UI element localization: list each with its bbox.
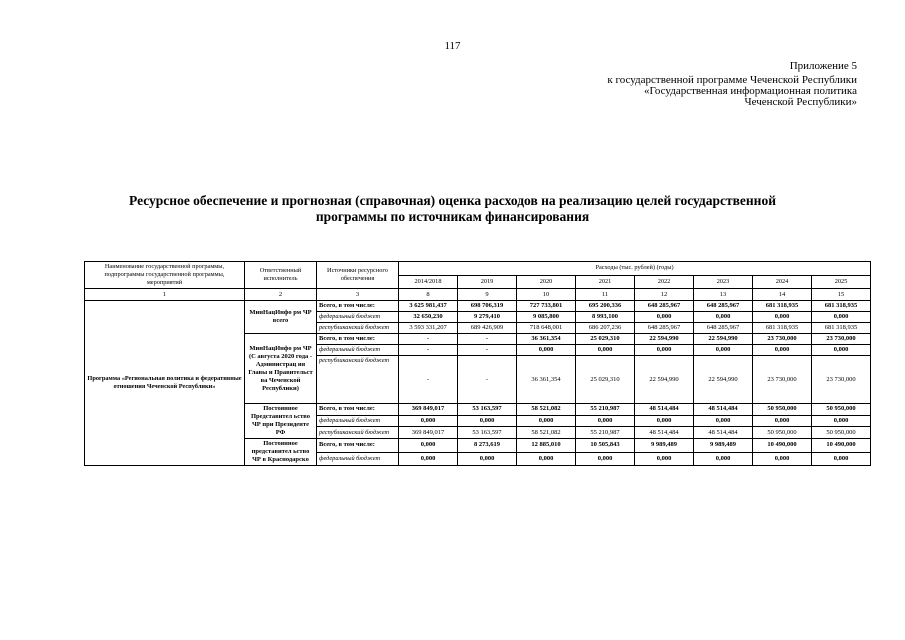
executor-name: Постоянное представител ьство ЧР в Краснодарско bbox=[245, 439, 317, 466]
header-sources: Источники ресурсного обеспечения bbox=[317, 262, 399, 289]
value-cell: 55 210,987 bbox=[576, 427, 635, 439]
value-cell: 23 730,000 bbox=[753, 334, 812, 345]
column-number: 14 bbox=[753, 289, 812, 301]
value-cell: 58 521,082 bbox=[517, 427, 576, 439]
header-year: 2019 bbox=[458, 275, 517, 289]
value-cell: 0,000 bbox=[576, 415, 635, 427]
value-cell: 12 885,010 bbox=[517, 439, 576, 453]
source-label: республиканский бюджет bbox=[317, 356, 399, 404]
value-cell: 0,000 bbox=[753, 415, 812, 427]
value-cell: 23 730,000 bbox=[812, 356, 871, 404]
value-cell: 648 285,967 bbox=[635, 323, 694, 334]
value-cell: 369 849,017 bbox=[399, 427, 458, 439]
value-cell: 50 950,000 bbox=[812, 427, 871, 439]
value-cell: 48 514,484 bbox=[635, 404, 694, 416]
value-cell: 36 361,354 bbox=[517, 356, 576, 404]
value-cell: 8 273,619 bbox=[458, 439, 517, 453]
value-cell: 686 207,236 bbox=[576, 323, 635, 334]
source-label: Всего, в том числе: bbox=[317, 439, 399, 453]
value-cell: 50 950,000 bbox=[812, 404, 871, 416]
value-cell: - bbox=[399, 334, 458, 345]
header-year: 2023 bbox=[694, 275, 753, 289]
value-cell: 8 993,100 bbox=[576, 312, 635, 323]
value-cell: 727 733,801 bbox=[517, 301, 576, 312]
value-cell: 9 085,800 bbox=[517, 312, 576, 323]
source-label: Всего, в том числе: bbox=[317, 334, 399, 345]
value-cell: 681 318,935 bbox=[812, 301, 871, 312]
value-cell: 648 285,967 bbox=[635, 301, 694, 312]
value-cell: 0,000 bbox=[635, 452, 694, 466]
value-cell: 50 950,000 bbox=[753, 427, 812, 439]
column-number: 8 bbox=[399, 289, 458, 301]
value-cell: 648 285,967 bbox=[694, 323, 753, 334]
value-cell: 36 361,354 bbox=[517, 334, 576, 345]
value-cell: 0,000 bbox=[458, 415, 517, 427]
appendix-block bbox=[607, 61, 857, 108]
value-cell: 0,000 bbox=[753, 452, 812, 466]
document-title: Ресурсное обеспечение и прогнозная (справочная) оценка расходов на реализацию целей государственной программы по источникам финансирования bbox=[129, 193, 776, 224]
value-cell: 0,000 bbox=[399, 452, 458, 466]
value-cell: 3 593 331,207 bbox=[399, 323, 458, 334]
column-number: 15 bbox=[812, 289, 871, 301]
executor-name: Постоянное Представител ьство ЧР при Президенте РФ bbox=[245, 404, 317, 439]
value-cell: 53 163,597 bbox=[458, 404, 517, 416]
header-expenses: Расходы (тыс. рублей) (годы) bbox=[399, 262, 871, 276]
value-cell: 0,000 bbox=[635, 415, 694, 427]
column-number: 1 bbox=[85, 289, 245, 301]
value-cell: 53 163,597 bbox=[458, 427, 517, 439]
value-cell: 689 426,909 bbox=[458, 323, 517, 334]
header-year: 2020 bbox=[517, 275, 576, 289]
value-cell: 698 706,319 bbox=[458, 301, 517, 312]
value-cell: 0,000 bbox=[399, 439, 458, 453]
value-cell: 3 625 981,437 bbox=[399, 301, 458, 312]
header-executor: Ответственный исполнитель bbox=[245, 262, 317, 289]
header-year: 2022 bbox=[635, 275, 694, 289]
value-cell: 25 029,310 bbox=[576, 356, 635, 404]
value-cell: 0,000 bbox=[812, 452, 871, 466]
header-year: 2024 bbox=[753, 275, 812, 289]
value-cell: 0,000 bbox=[694, 312, 753, 323]
source-label: Всего, в том числе: bbox=[317, 404, 399, 416]
value-cell: 0,000 bbox=[812, 415, 871, 427]
value-cell: 9 279,410 bbox=[458, 312, 517, 323]
value-cell: 22 594,990 bbox=[635, 334, 694, 345]
value-cell: 32 650,230 bbox=[399, 312, 458, 323]
value-cell: 0,000 bbox=[576, 345, 635, 356]
column-number: 3 bbox=[317, 289, 399, 301]
value-cell: 48 514,484 bbox=[694, 427, 753, 439]
value-cell: 22 594,990 bbox=[694, 356, 753, 404]
value-cell: 0,000 bbox=[694, 415, 753, 427]
value-cell: 0,000 bbox=[517, 345, 576, 356]
value-cell: 22 594,990 bbox=[635, 356, 694, 404]
header-program-name: Наименование государственной программы, подпрограммы государственной программы, мероприятий bbox=[85, 262, 245, 289]
executor-name: МинНацИнфо рм ЧР (С августа 2020 года - Администрац ия Главы и Правительст ва Чеченской Республики) bbox=[245, 334, 317, 404]
value-cell: 695 200,336 bbox=[576, 301, 635, 312]
source-label: федеральный бюджет bbox=[317, 415, 399, 427]
page-number: 117 bbox=[444, 40, 461, 52]
value-cell: 681 318,935 bbox=[753, 301, 812, 312]
value-cell: 23 730,000 bbox=[753, 356, 812, 404]
value-cell: 0,000 bbox=[517, 452, 576, 466]
value-cell: - bbox=[399, 345, 458, 356]
value-cell: - bbox=[458, 334, 517, 345]
appendix-line-1: к государственной программе Чеченской Республики bbox=[607, 74, 857, 86]
value-cell: 718 648,001 bbox=[517, 323, 576, 334]
value-cell: 0,000 bbox=[458, 452, 517, 466]
value-cell: 0,000 bbox=[399, 415, 458, 427]
value-cell: 369 849,017 bbox=[399, 404, 458, 416]
table-row bbox=[85, 301, 871, 312]
value-cell: 50 950,000 bbox=[753, 404, 812, 416]
appendix-title: Приложение 5 bbox=[789, 60, 857, 72]
value-cell: 55 210,987 bbox=[576, 404, 635, 416]
value-cell: 0,000 bbox=[635, 312, 694, 323]
value-cell: 648 285,967 bbox=[694, 301, 753, 312]
value-cell: 10 505,843 bbox=[576, 439, 635, 453]
value-cell: 0,000 bbox=[694, 345, 753, 356]
program-name: Программа «Региональная политика и федеративные отношения Чеченской Республики» bbox=[85, 301, 245, 466]
value-cell: 0,000 bbox=[812, 312, 871, 323]
executor-name: МинНацИнфо рм ЧР всего bbox=[245, 301, 317, 334]
column-number: 9 bbox=[458, 289, 517, 301]
value-cell: 25 029,310 bbox=[576, 334, 635, 345]
value-cell: 9 989,489 bbox=[694, 439, 753, 453]
source-label: федеральный бюджет bbox=[317, 312, 399, 323]
header-year: 2025 bbox=[812, 275, 871, 289]
value-cell: 9 989,489 bbox=[635, 439, 694, 453]
value-cell: - bbox=[458, 356, 517, 404]
value-cell: 0,000 bbox=[753, 312, 812, 323]
value-cell: - bbox=[458, 345, 517, 356]
value-cell: - bbox=[399, 356, 458, 404]
column-number: 13 bbox=[694, 289, 753, 301]
header-year: 2014/2018 bbox=[399, 275, 458, 289]
value-cell: 0,000 bbox=[694, 452, 753, 466]
column-number: 12 bbox=[635, 289, 694, 301]
appendix-line-2: «Государственная информационная политика bbox=[644, 85, 857, 97]
value-cell: 0,000 bbox=[812, 345, 871, 356]
value-cell: 0,000 bbox=[635, 345, 694, 356]
value-cell: 681 318,935 bbox=[812, 323, 871, 334]
table-body bbox=[85, 301, 871, 466]
value-cell: 681 318,935 bbox=[753, 323, 812, 334]
column-number: 2 bbox=[245, 289, 317, 301]
appendix-line-3: Чеченской Республики» bbox=[744, 96, 857, 108]
source-label: республиканский бюджет bbox=[317, 427, 399, 439]
resource-table bbox=[84, 261, 871, 466]
value-cell: 10 490,000 bbox=[753, 439, 812, 453]
value-cell: 0,000 bbox=[753, 345, 812, 356]
value-cell: 0,000 bbox=[576, 452, 635, 466]
value-cell: 48 514,484 bbox=[635, 427, 694, 439]
header-year: 2021 bbox=[576, 275, 635, 289]
value-cell: 23 730,000 bbox=[812, 334, 871, 345]
column-number: 11 bbox=[576, 289, 635, 301]
source-label: республиканский бюджет bbox=[317, 323, 399, 334]
table-header bbox=[85, 262, 871, 301]
value-cell: 22 594,990 bbox=[694, 334, 753, 345]
value-cell: 10 490,000 bbox=[812, 439, 871, 453]
value-cell: 48 514,484 bbox=[694, 404, 753, 416]
source-label: Всего, в том числе: bbox=[317, 301, 399, 312]
value-cell: 58 521,082 bbox=[517, 404, 576, 416]
value-cell: 0,000 bbox=[517, 415, 576, 427]
column-number: 10 bbox=[517, 289, 576, 301]
source-label: федеральный бюджет bbox=[317, 452, 399, 466]
source-label: федеральный бюджет bbox=[317, 345, 399, 356]
